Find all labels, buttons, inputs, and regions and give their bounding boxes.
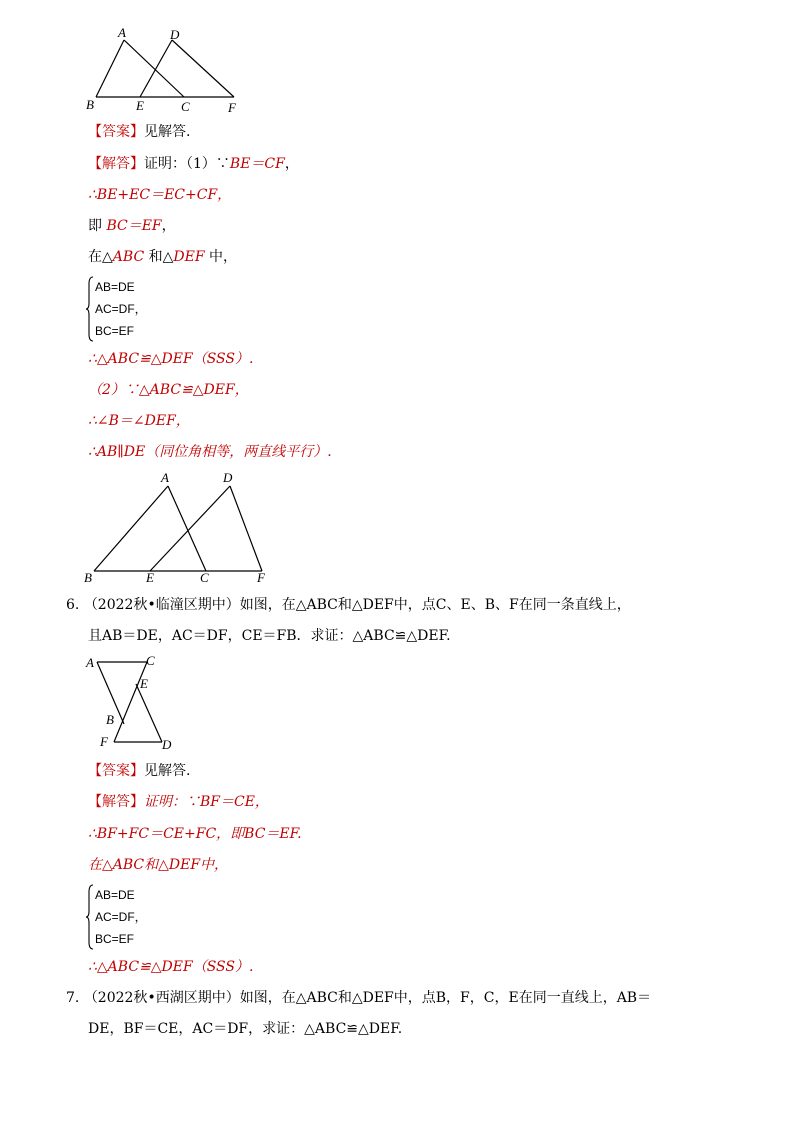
solution-text: 证明：∵BF＝CE， [144, 794, 269, 810]
point-label-b: B [84, 570, 92, 585]
triangle-name: ABC [112, 249, 145, 265]
point-label-c: C [146, 653, 155, 668]
triangle-figure-3 [84, 652, 184, 752]
point-label-e: E [140, 676, 148, 691]
equation: AC=DF， [95, 302, 147, 316]
point-label-f: F [100, 734, 108, 749]
point-label-f: F [228, 100, 236, 115]
solution-line-2: ∴BE+EC＝EC+CF， [88, 187, 232, 203]
point-label-b: B [106, 712, 114, 727]
solution-line-5: ∴△ABC≌△DEF（SSS）. [88, 351, 254, 367]
solution-line-7: ∴∠B＝∠DEF， [88, 413, 190, 429]
answer-tag: 【答案】 [88, 124, 144, 140]
solution-line-3 [88, 217, 176, 235]
point-label-f: F [257, 570, 265, 585]
left-brace [86, 884, 94, 950]
equation: BC=EF [95, 932, 135, 946]
equation-system [95, 884, 147, 950]
answer-tag: 【答案】 [88, 763, 144, 779]
solution-tag: 【解答】 [88, 794, 144, 810]
point-label-d: D [170, 27, 180, 42]
equation: BC=EF [95, 324, 135, 338]
text: 即 [88, 218, 102, 234]
solution-line-2: ∴BF+FC＝CE+FC，即BC＝EF. [88, 826, 302, 842]
left-brace [86, 276, 94, 342]
math-expr: BC＝EF [106, 218, 162, 234]
point-label-c: C [181, 99, 190, 114]
text: 在△ [88, 249, 113, 265]
point-label-c: C [200, 570, 209, 585]
question-text: （2022秋•西湖区期中）如图，在△ABC和△DEF中，点B，F，C，E在同一直线上，AB＝ [83, 990, 652, 1006]
solution-line-4: ∴△ABC≌△DEF（SSS）. [88, 959, 254, 975]
point-label-a: A [118, 25, 126, 40]
triangle-name: DEF [173, 249, 205, 265]
question-7-line-1 [66, 989, 651, 1007]
equation: AB=DE [95, 888, 135, 902]
question-7-line-2: DE，BF＝CE，AC＝DF，求证：△ABC≌△DEF. [88, 1021, 403, 1037]
punct: ， [284, 156, 299, 172]
question-6-line-1 [66, 596, 631, 614]
point-label-d: D [162, 737, 172, 752]
punct: ， [161, 218, 176, 234]
solution-line-6: （2）∵△ABC≌△DEF， [88, 382, 249, 398]
point-label-b: B [86, 97, 94, 112]
solution-line-1 [88, 155, 299, 173]
answer-line [88, 123, 190, 141]
equation: AC=DF， [95, 910, 147, 924]
solution-line-8: ∴AB∥DE（同位角相等，两直线平行）. [88, 444, 332, 460]
point-label-a: A [86, 655, 94, 670]
question-text: （2022秋•临潼区期中）如图，在△ABC和△DEF中，点C、E、B、F在同一条直线上， [83, 597, 631, 613]
equation: AB=DE [95, 280, 135, 294]
text: 和△ [148, 249, 174, 265]
solution-line-1 [88, 793, 269, 811]
solution-line-3: 在△ABC和△DEF中， [88, 857, 229, 873]
answer-text: 见解答. [144, 763, 191, 779]
point-label-e: E [136, 98, 144, 113]
point-label-a: A [161, 470, 169, 485]
solution-tag: 【解答】 [88, 156, 144, 172]
point-label-d: D [223, 470, 233, 485]
text: 中， [209, 249, 238, 265]
question-6-line-2: 且AB＝DE，AC＝DF，CE＝FB．求证：△ABC≌△DEF. [88, 628, 451, 644]
question-number: 6. [66, 597, 80, 613]
answer-text: 见解答. [144, 124, 191, 140]
equation-system [95, 276, 147, 342]
point-label-e: E [146, 570, 154, 585]
solution-text: 证明：（1）∵ [144, 156, 230, 172]
answer-line [88, 762, 190, 780]
math-expr: BE＝CF [229, 156, 285, 172]
question-number: 7. [66, 990, 80, 1006]
triangle-figure-1 [84, 26, 254, 116]
triangle-figure-2 [82, 468, 282, 588]
solution-line-4 [88, 248, 237, 266]
